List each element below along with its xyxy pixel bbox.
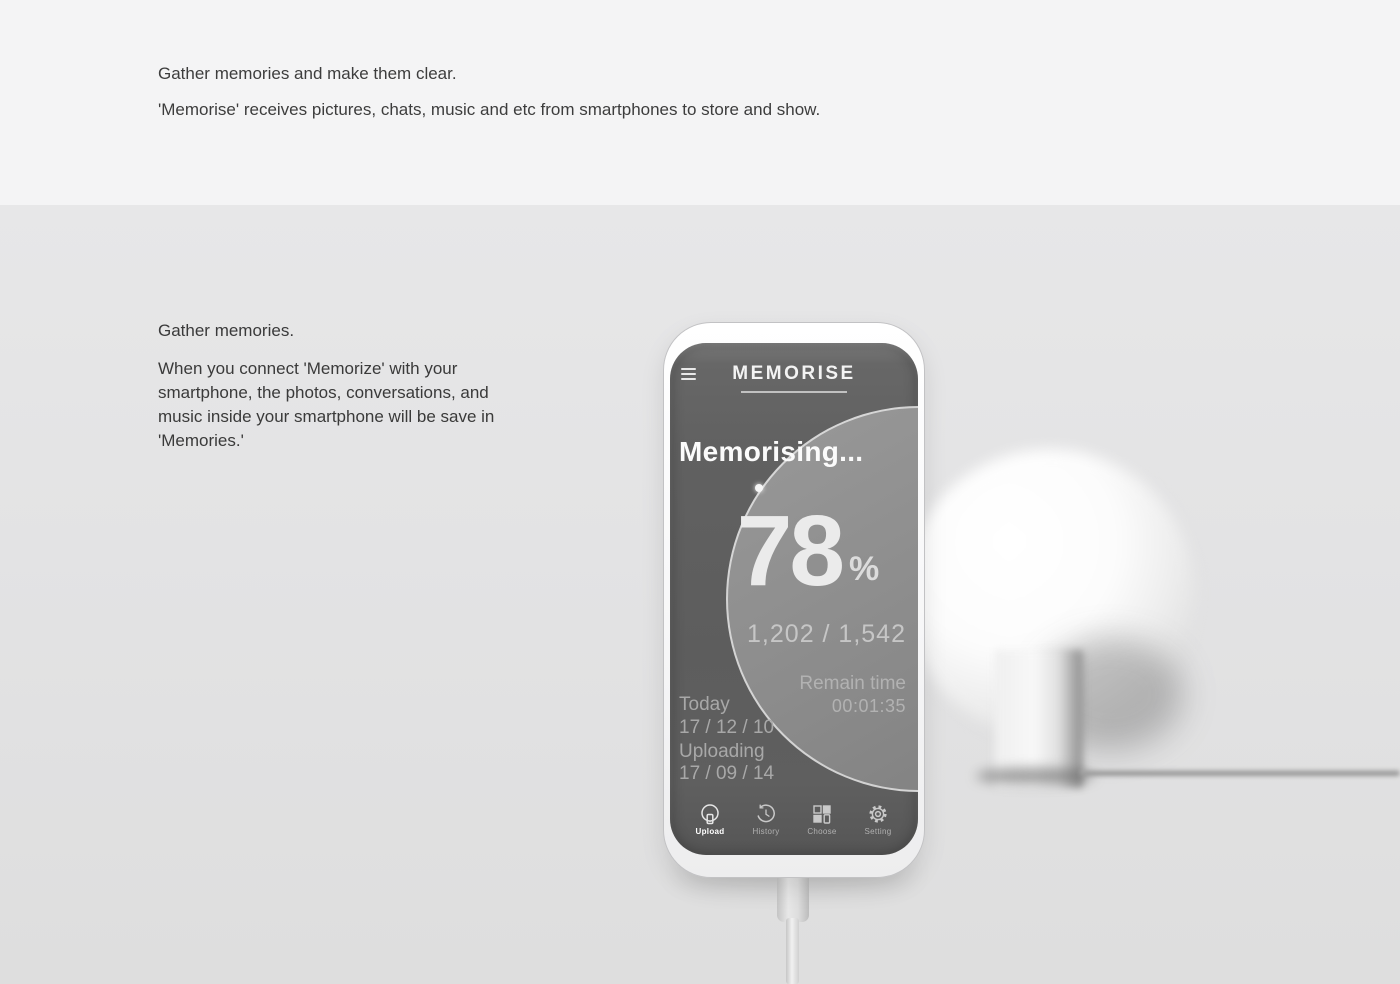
status-heading: Memorising... <box>679 436 864 467</box>
history-clock-icon <box>755 803 777 825</box>
nav-label: Upload <box>695 827 725 836</box>
nav-item-history[interactable] <box>739 803 793 849</box>
section-body <box>158 357 494 453</box>
bottom-nav-bar <box>670 803 918 849</box>
nav-label: Choose <box>807 827 837 836</box>
remain-time-value: 00:01:35 <box>831 696 906 716</box>
section-body-line: smartphone, the photos, conversations, and <box>158 383 489 402</box>
lamp-cable <box>1080 770 1400 776</box>
intro-line-2: 'Memorise' receives pictures, chats, music and etc from smartphones to store and show. <box>158 100 821 119</box>
uploading-date: 17 / 09 / 14 <box>679 763 775 784</box>
section-heading: Gather memories. <box>158 321 295 340</box>
phone-screen <box>670 343 918 855</box>
today-date: 17 / 12 / 10 <box>679 717 775 738</box>
upload-device-icon <box>699 803 721 825</box>
percent-sign: % <box>849 550 880 588</box>
nav-label: History <box>752 827 780 836</box>
title-underline <box>741 391 847 393</box>
progress-percent-value: 78 <box>736 495 842 607</box>
choose-grid-icon <box>811 803 833 825</box>
app-title: MEMORISE <box>732 363 856 384</box>
lamp-stand-shadow <box>976 768 1094 784</box>
nav-item-upload[interactable] <box>683 803 737 849</box>
usb-cable <box>786 918 799 984</box>
today-label: Today <box>679 694 730 715</box>
progress-indicator-dot <box>755 484 763 492</box>
nav-item-setting[interactable] <box>851 803 905 849</box>
section-body-line: music inside your smartphone will be save in <box>158 407 495 426</box>
uploading-label: Uploading <box>679 741 765 762</box>
progress-percent-group <box>684 495 918 607</box>
section-body-line: 'Memories.' <box>158 431 244 450</box>
nav-label: Setting <box>864 827 892 836</box>
intro-line-1: Gather memories and make them clear. <box>158 64 457 83</box>
settings-gear-icon <box>867 803 889 825</box>
progress-count: 1,202 / 1,542 <box>747 620 906 648</box>
section-body-line: When you connect 'Memorize' with your <box>158 359 458 378</box>
nav-item-choose[interactable] <box>795 803 849 849</box>
remain-time-label: Remain time <box>799 673 906 694</box>
